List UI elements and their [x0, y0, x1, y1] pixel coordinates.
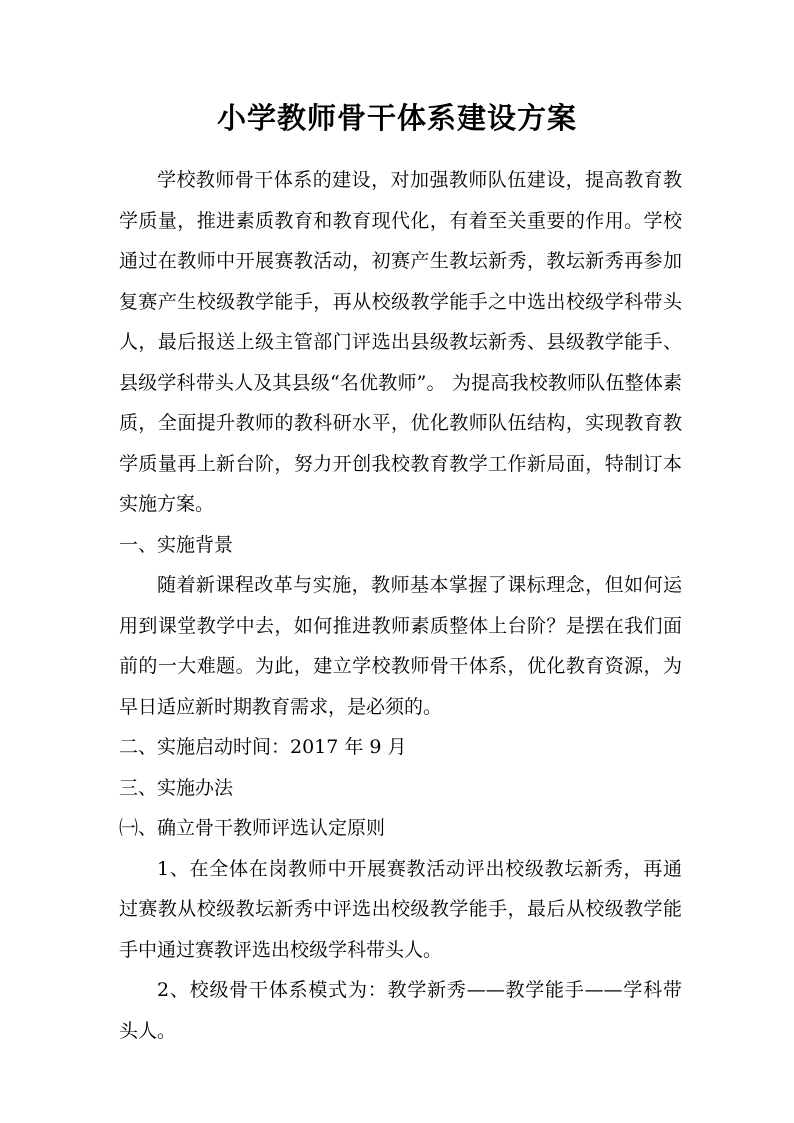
background-paragraph: 随着新课程改革与实施，教师基本掌握了课标理念，但如何运用到课堂教学中去，如何推进教师素质整体上台阶？是摆在我们面前的一大难题。为此，建立学校教师骨干体系，优化教育资源，为早日适应新时期教育需求，是必须的。	[119, 574, 682, 718]
principle-item-2: 2、校级骨干体系模式为：教学新秀——教学能手——学科带头人。	[119, 979, 682, 1042]
section-heading-start-time: 二、实施启动时间：2017 年 9 月	[119, 736, 407, 758]
document-title: 小学教师骨干体系建设方案	[216, 101, 577, 135]
section-heading-methods: 三、实施办法	[119, 776, 234, 799]
document-body	[119, 160, 682, 1051]
subsection-heading-principles: ㈠、确立骨干教师评选认定原则	[119, 817, 386, 839]
principle-item-1: 1、在全体在岗教师中开展赛教活动评出校级教坛新秀，再通过赛教从校级教坛新秀中评选出校级教学能手，最后从校级教学能手中通过赛教评选出校级学科带头人。	[119, 857, 682, 961]
intro-paragraph: 学校教师骨干体系的建设，对加强教师队伍建设，提高教育教学质量，推进素质教育和教育现代化，有着至关重要的作用。学校通过在教师中开展赛教活动，初赛产生教坛新秀，教坛新秀再参加复赛产生校级教学能手，再从校级教学能手之中选出校级学科带头人，最后报送上级主管部门评选出县级教坛新秀、县级教学能手、县级学科带头人及其县级“名优教师”。 为提高我校教师队伍整体素质，全面提升教师的教科研水平，优化教师队伍结构，实现教育教学质量再上新台阶，努力开创我校教育教学工作新局面，特制订本实施方案。	[119, 169, 682, 515]
section-heading-background: 一、实施背景	[119, 533, 234, 556]
